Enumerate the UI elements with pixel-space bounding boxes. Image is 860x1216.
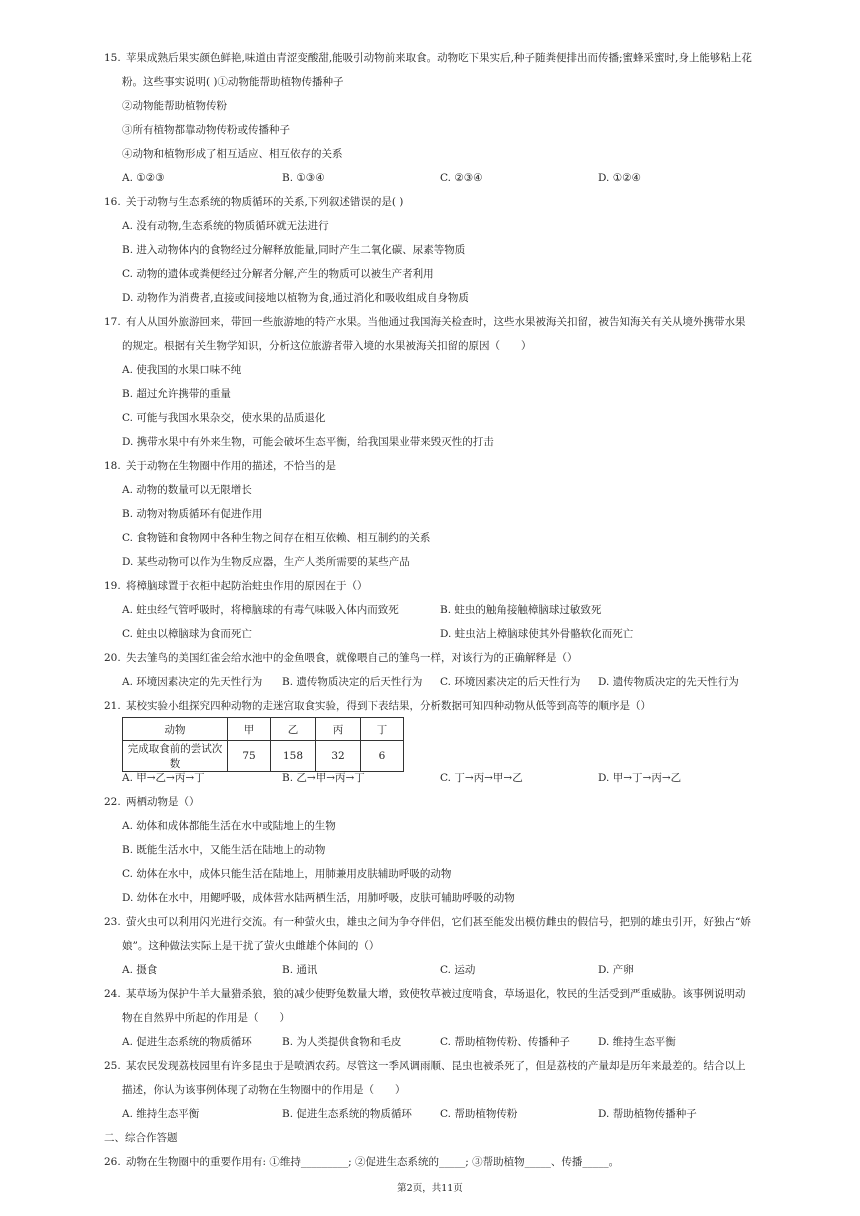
question-stem: 关于动物与生态系统的物质循环的关系,下列叙述错误的是( ) <box>126 196 404 208</box>
question-22 <box>104 790 764 814</box>
option-a[interactable]: A. 没有动物,生态系统的物质循环就无法进行 <box>122 220 329 232</box>
option-b[interactable]: B. 动物对物质循环有促进作用 <box>122 508 263 520</box>
option-a[interactable]: A. 环境因素决定的先天性行为 <box>122 676 263 688</box>
option-d[interactable]: D. 蛀虫沾上樟脑球使其外骨骼软化而死亡 <box>440 628 634 640</box>
option-a[interactable]: A. 动物的数量可以无限增长 <box>122 484 252 496</box>
option-b[interactable]: B. 进入动物体内的食物经过分解释放能量,同时产生二氧化碳、尿素等物质 <box>122 244 466 256</box>
table-cell: 75 <box>228 741 271 772</box>
question-19 <box>104 574 764 598</box>
question-stem-line: 有人从国外旅游回来，带回一些旅游地的特产水果。当他通过我国海关检查时，这些水果被海关扣留，被告知海关有关从境外携带水果 <box>126 316 746 328</box>
option-d[interactable]: D. 某些动物可以作为生物反应器，生产人类所需要的某些产品 <box>122 556 410 568</box>
question-number: 25. <box>104 1060 121 1072</box>
page-footer: 第2页，共11页 <box>397 1183 463 1194</box>
options-row <box>122 598 762 622</box>
option-c[interactable]: C. ②③④ <box>440 172 483 184</box>
option-d[interactable]: D. 维持生态平衡 <box>598 1036 676 1048</box>
question-stem: 两栖动物是（） <box>126 796 200 808</box>
question-number: 22. <box>104 796 121 808</box>
option-a[interactable]: A. 幼体和成体都能生活在水中或陆地上的生物 <box>122 820 336 832</box>
options-row <box>122 1102 762 1126</box>
option-d[interactable]: D. 产卵 <box>598 964 634 976</box>
question-25 <box>104 1054 764 1078</box>
statement-3: ③所有植物都靠动物传粉或传播种子 <box>122 124 290 136</box>
question-26 <box>104 1150 764 1174</box>
option-c[interactable]: C. 食物链和食物网中各种生物之间存在相互依赖、相互制约的关系 <box>122 532 431 544</box>
question-number: 15. <box>104 52 121 64</box>
option-c[interactable]: C. 帮助植物传粉 <box>440 1108 518 1120</box>
option-a[interactable]: A. 摄食 <box>122 964 158 976</box>
options-row <box>122 670 762 694</box>
table-header-cell: 动物 <box>123 718 228 741</box>
question-number: 19. <box>104 580 121 592</box>
table-header-cell: 乙 <box>271 718 316 741</box>
option-d[interactable]: D. 幼体在水中，用鳃呼吸，成体营水陆两栖生活，用肺呼吸，皮肤可辅助呼吸的动物 <box>122 892 515 904</box>
question-stem: 将樟脑球置于衣柜中起防治蛀虫作用的原因在于（） <box>126 580 368 592</box>
option-a[interactable]: A. 促进生态系统的物质循环 <box>122 1036 252 1048</box>
option-b[interactable]: B. 既能生活水中，又能生活在陆地上的动物 <box>122 844 326 856</box>
data-table <box>122 717 404 772</box>
question-number: 20. <box>104 652 121 664</box>
option-c[interactable]: C. 可能与我国水果杂交，使水果的品质退化 <box>122 412 326 424</box>
question-15 <box>104 46 764 70</box>
question-number: 17. <box>104 316 121 328</box>
statement-2: ②动物能帮助植物传粉 <box>122 100 227 112</box>
question-stem-line: 的规定。根据有关生物学知识，分析这位旅游者带入境的水果被海关扣留的原因（ ） <box>122 340 532 352</box>
table-header-cell: 丙 <box>316 718 361 741</box>
option-c[interactable]: C. 蛀虫以樟脑球为食而死亡 <box>122 628 252 640</box>
question-23 <box>104 910 764 934</box>
question-stem-line: 娘”。这种做法实际上是干扰了萤火虫雌雄个体间的（） <box>122 940 380 952</box>
option-d[interactable]: D. ①②④ <box>598 172 641 184</box>
question-21 <box>104 694 764 718</box>
option-b[interactable]: B. 超过允许携带的重量 <box>122 388 231 400</box>
option-b[interactable]: B. 通讯 <box>282 964 318 976</box>
question-stem-line: 某农民发现荔枝园里有许多昆虫于是喷洒农药。尽管这一季风调雨顺、昆虫也被杀死了，但是荔枝的产量却是历年来最差的。结合以上 <box>126 1060 746 1072</box>
option-d[interactable]: D. 遗传物质决定的先天性行为 <box>598 676 739 688</box>
question-number: 26. <box>104 1156 121 1168</box>
option-d[interactable]: D. 帮助植物传播种子 <box>598 1108 697 1120</box>
option-d[interactable]: D. 动物作为消费者,直接或间接地以植物为食,通过消化和吸收组成自身物质 <box>122 292 469 304</box>
option-d[interactable]: D. 甲→丁→丙→乙 <box>598 772 682 784</box>
question-stem-line: 某草场为保护牛羊大量猎杀狼，狼的减少使野兔数量大增，致使牧草被过度啃食，草场退化，牧民的生活受到严重威胁。该事例说明动 <box>126 988 746 1000</box>
option-b[interactable]: B. 蛀虫的触角接触樟脑球过敏致死 <box>440 604 602 616</box>
option-a[interactable]: A. 使我国的水果口味不纯 <box>122 364 242 376</box>
options-row <box>122 766 762 790</box>
section-heading: 二、综合作答题 <box>104 1132 178 1144</box>
option-b[interactable]: B. 促进生态系统的物质循环 <box>282 1108 412 1120</box>
option-b[interactable]: B. 乙→甲→丙→丁 <box>282 772 365 784</box>
option-a[interactable]: A. 甲→乙→丙→丁 <box>122 772 205 784</box>
option-c[interactable]: C. 丁→丙→甲→乙 <box>440 772 523 784</box>
option-b[interactable]: B. ①③④ <box>282 172 325 184</box>
question-stem: 动物在生物圈中的重要作用有: ①维持_________; ②促进生态系统的_____; ③帮助植物_____、传播_____。 <box>126 1156 620 1168</box>
question-stem-line: 物在自然界中所起的作用是（ ） <box>122 1012 290 1024</box>
option-c[interactable]: C. 帮助植物传粉、传播种子 <box>440 1036 570 1048</box>
question-stem-line: 粉。这些事实说明( )①动物能帮助植物传播种子 <box>122 76 344 88</box>
option-b[interactable]: B. 为人类提供食物和毛皮 <box>282 1036 402 1048</box>
question-stem-line: 苹果成熟后果实颜色鲜艳,味道由青涩变酸甜,能吸引动物前来取食。动物吃下果实后,种子随粪便排出而传播;蜜蜂采蜜时,身上能够粘上花 <box>126 52 752 64</box>
question-24 <box>104 982 764 1006</box>
question-number: 18. <box>104 460 121 472</box>
table-header-cell: 丁 <box>361 718 404 741</box>
options-row <box>122 958 762 982</box>
options-row <box>122 1030 762 1054</box>
table-cell: 完成取食前的尝试次数 <box>123 741 228 772</box>
question-number: 24. <box>104 988 121 1000</box>
table-cell: 6 <box>361 741 404 772</box>
question-stem-line: 萤火虫可以利用闪光进行交流。有一种萤火虫，雄虫之间为争夺伴侣，它们甚至能发出模仿雌虫的假信号，把别的雄虫引开，好独占“娇 <box>126 916 751 928</box>
option-c[interactable]: C. 动物的遗体或粪便经过分解者分解,产生的物质可以被生产者利用 <box>122 268 434 280</box>
option-a[interactable]: A. 蛀虫经气管呼吸时，将樟脑球的有毒气味吸入体内而致死 <box>122 604 399 616</box>
question-20 <box>104 646 764 670</box>
option-b[interactable]: B. 遗传物质决定的后天性行为 <box>282 676 423 688</box>
question-16 <box>104 190 764 214</box>
options-row <box>122 622 762 646</box>
question-stem: 关于动物在生物圈中作用的描述，不恰当的是 <box>126 460 336 472</box>
option-c[interactable]: C. 环境因素决定的后天性行为 <box>440 676 581 688</box>
option-c[interactable]: C. 运动 <box>440 964 476 976</box>
statement-4: ④动物和植物形成了相互适应、相互依存的关系 <box>122 148 343 160</box>
question-number: 21. <box>104 700 121 712</box>
table-cell: 158 <box>271 741 316 772</box>
options-row <box>122 166 762 190</box>
question-stem-line: 描述，你认为该事例体现了动物在生物圈中的作用是（ ） <box>122 1084 406 1096</box>
option-a[interactable]: A. 维持生态平衡 <box>122 1108 200 1120</box>
option-a[interactable]: A. ①②③ <box>122 172 165 184</box>
table-cell: 32 <box>316 741 361 772</box>
question-number: 16. <box>104 196 121 208</box>
option-d[interactable]: D. 携带水果中有外来生物，可能会破坏生态平衡，给我国果业带来毁灭性的打击 <box>122 436 494 448</box>
option-c[interactable]: C. 幼体在水中，成体只能生活在陆地上，用肺兼用皮肤辅助呼吸的动物 <box>122 868 452 880</box>
question-number: 23. <box>104 916 121 928</box>
table-header-row <box>123 718 404 741</box>
question-stem: 某校实验小组探究四种动物的走迷宫取食实验，得到下表结果，分析数据可知四种动物从低等到高等的顺序是（） <box>126 700 651 712</box>
table-header-cell: 甲 <box>228 718 271 741</box>
question-stem: 失去雏鸟的美国红雀会给水池中的金鱼喂食，就像喂自己的雏鸟一样，对该行为的正确解释是（） <box>126 652 578 664</box>
question-18 <box>104 454 764 478</box>
question-17 <box>104 310 764 334</box>
